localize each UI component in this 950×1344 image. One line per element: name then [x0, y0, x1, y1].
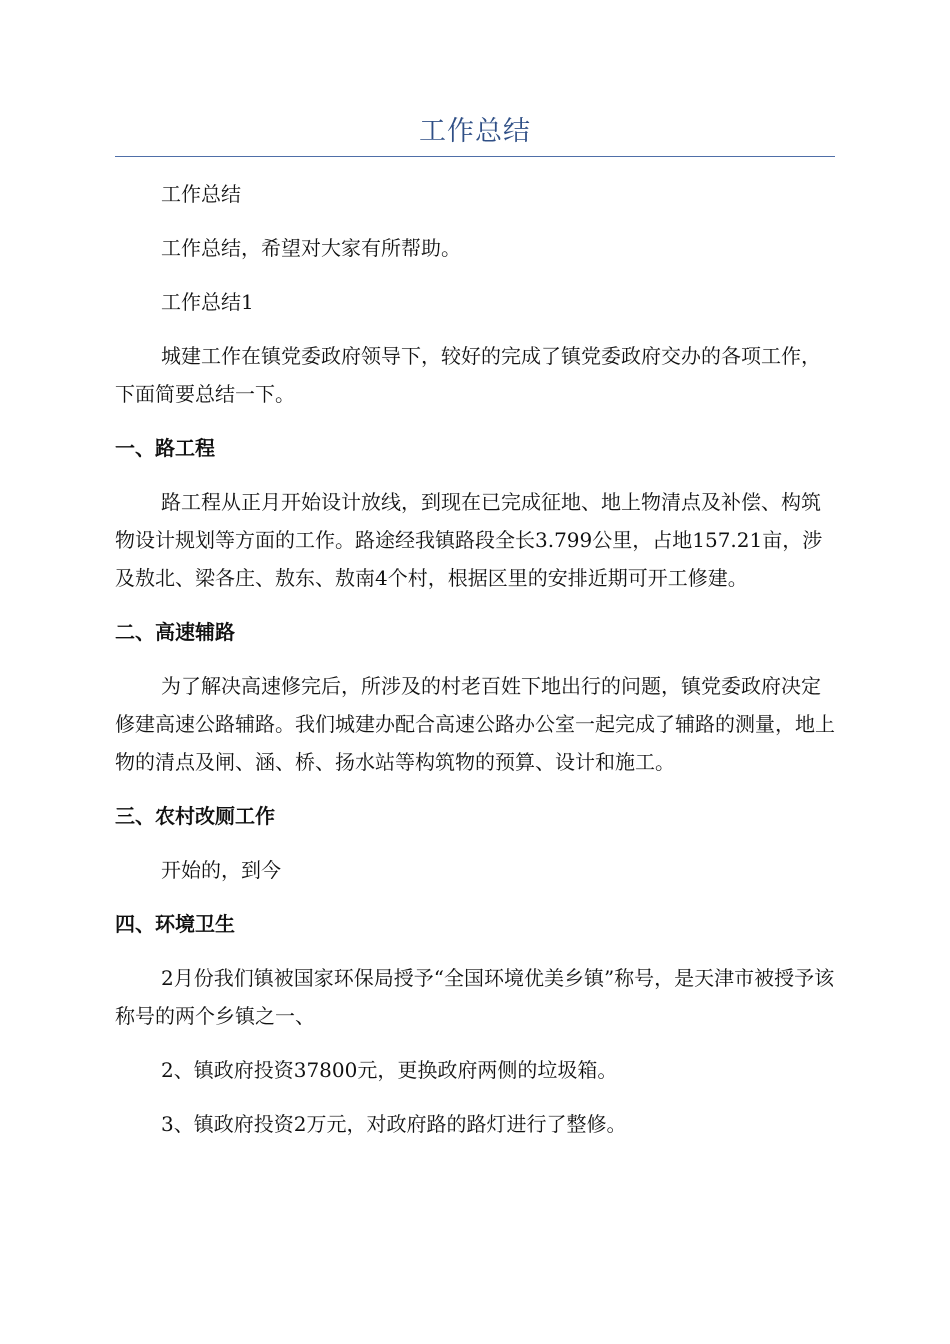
paragraph-urban-construction: 城建工作在镇党委政府领导下，较好的完成了镇党委政府交办的各项工作，下面简要总结一下。 — [115, 344, 821, 406]
paragraph-highway-side-road: 为了解决高速修完后，所涉及的村老百姓下地出行的问题，镇党委政府决定修建高速公路辅路。我们城建办配合高速公路办公室一起完成了辅路的测量，地上物的清点及闸、涵、桥、扬水站等构筑物的预算、设计和施工。 — [115, 674, 835, 774]
paragraph-road-project: 路工程从正月开始设计放线，到现在已完成征地、地上物清点及补偿、构筑物设计规划等方面的工作。路途经我镇路段全长3.799公里，占地157.21亩，涉及敖北、梁各庄、敖东、敖南4个村，根据区里的安排近期可开工修建。 — [115, 490, 823, 590]
paragraph-rural-toilet-reform: 开始的，到今 — [161, 858, 281, 882]
paragraph-summary-1: 工作总结1 — [161, 290, 254, 314]
paragraph-environment-award: 2月份我们镇被国家环保局授予“全国环境优美乡镇”称号，是天津市被授予该称号的两个乡镇之一、 — [115, 966, 835, 1028]
paragraph-trash-bins: 2、镇政府投资37800元，更换政府两侧的垃圾箱。 — [161, 1058, 618, 1082]
document-body — [115, 175, 835, 1159]
section-heading-environmental-sanitation: 四、环境卫生 — [115, 912, 235, 936]
paragraph-intro-help: 工作总结，希望对大家有所帮助。 — [161, 236, 461, 260]
section-heading-rural-toilet-reform: 三、农村改厕工作 — [115, 804, 275, 828]
section-heading-road-project: 一、路工程 — [115, 436, 215, 460]
document-title: 工作总结 — [419, 116, 531, 147]
title-block — [115, 112, 835, 157]
paragraph-intro-title: 工作总结 — [161, 182, 241, 206]
section-heading-highway-side-road: 二、高速辅路 — [115, 620, 235, 644]
paragraph-street-lights: 3、镇政府投资2万元，对政府路的路灯进行了整修。 — [161, 1112, 627, 1136]
